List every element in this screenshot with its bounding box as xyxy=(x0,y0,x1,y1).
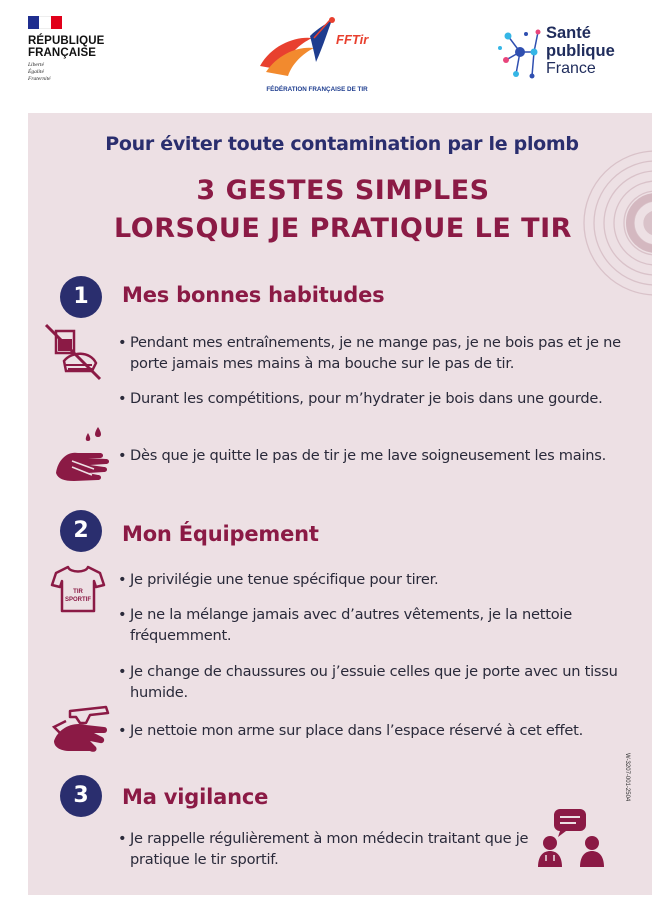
list-item: • Pendant mes entraînements, je ne mange pas, je ne bois pas et je ne porte jamais mes mains à ma bouche sur le pas de tir. xyxy=(118,334,621,372)
section-2-number-badge: 2 xyxy=(60,510,102,552)
no-eating-icon xyxy=(42,321,104,383)
tshirt-text-line1: TIR xyxy=(73,589,83,595)
headline-line1: 3 GESTES SIMPLES xyxy=(196,175,490,206)
intro-text: Pour éviter toute contamination par le plomb xyxy=(105,133,579,155)
spf-line3: France xyxy=(546,60,596,77)
list-item: • Je change de chaussures ou j’essuie celles que je porte avec un tissu humide. xyxy=(118,663,618,701)
headline-line2: LORSQUE JE PRATIQUE LE TIR xyxy=(114,213,572,244)
section-1-number-badge: 1 xyxy=(60,276,102,318)
republique-motto: Liberté Égalité Fraternité xyxy=(28,62,51,82)
republique-line1: RÉPUBLIQUE xyxy=(28,35,105,47)
federation-name: FÉDÉRATION FRANÇAISE DE TIR xyxy=(266,86,368,93)
list-item: • Durant les compétitions, pour m’hydrater je bois dans une gourde. xyxy=(118,390,603,407)
section-1-title: Mes bonnes habitudes xyxy=(122,283,385,307)
list-item: • Je rappelle régulièrement à mon médecin traitant que je pratique le tir sportif. xyxy=(118,830,529,868)
tshirt-text-line2: SPORTIF xyxy=(64,597,92,603)
republique-line2: FRANÇAISE xyxy=(28,47,96,59)
section-3-number-badge: 3 xyxy=(60,775,102,817)
weapon-cleaning-icon xyxy=(50,701,114,755)
list-item: • Dès que je quitte le pas de tir je me lave soigneusement les mains. xyxy=(118,447,607,464)
spf-line2: publique xyxy=(546,42,615,60)
reference-code: W-3207-001-2504 xyxy=(624,753,630,802)
section-3-title: Ma vigilance xyxy=(122,785,269,809)
spf-line1: Santé xyxy=(546,24,591,42)
sante-publique-network-icon xyxy=(494,22,544,92)
republique-francaise-logo xyxy=(28,16,104,83)
fftir-logo xyxy=(252,14,382,100)
tshirt-icon xyxy=(50,563,106,615)
fftir-emblem-icon xyxy=(252,14,382,86)
list-item: • Je privilégie une tenue spécifique pour tirer. xyxy=(118,571,439,588)
list-item: • Je ne la mélange jamais avec d’autres vêtements, je la nettoie fréquemment. xyxy=(118,606,572,644)
header xyxy=(0,0,652,112)
handwashing-icon xyxy=(54,423,112,485)
list-item: • Je nettoie mon arme sur place dans l’espace réservé à cet effet. xyxy=(118,722,583,739)
main-panel xyxy=(28,113,652,895)
fftir-short-name: FFTir xyxy=(336,32,369,47)
sante-publique-france-logo xyxy=(494,22,634,92)
doctor-consultation-icon xyxy=(536,807,608,869)
section-2-title: Mon Équipement xyxy=(122,522,319,546)
french-flag-icon xyxy=(28,16,62,29)
